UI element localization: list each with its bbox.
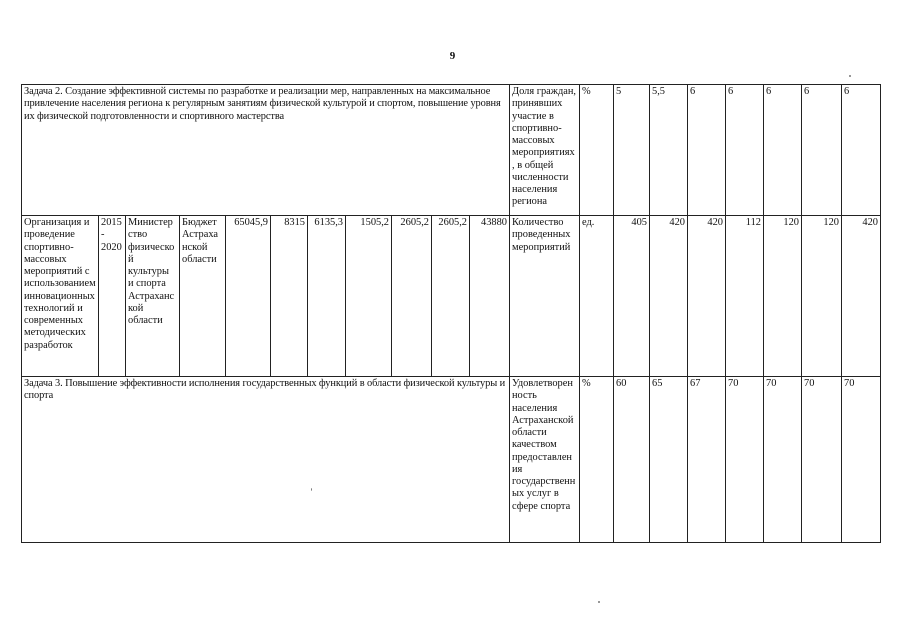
activity-source: Бюджет Астраханской области — [180, 216, 226, 377]
activity-value: 120 — [802, 216, 842, 377]
task2-value: 6 — [802, 85, 842, 216]
scan-speck — [598, 601, 600, 603]
task2-value: 6 — [764, 85, 802, 216]
task2-value: 5 — [614, 85, 650, 216]
task3-value: 67 — [688, 377, 726, 543]
task3-indicator: Удовлетворенность населения Астраханской области качеством предоставления государственных услуг в сфере спорта — [510, 377, 580, 543]
task3-value: 70 — [802, 377, 842, 543]
activity-value: 420 — [842, 216, 881, 377]
finance-value: 6135,3 — [308, 216, 346, 377]
task2-text: Задача 2. Создание эффективной системы по разработке и реализации мер, направленных на максимальное привлечение населения региона к регулярным занятиям физической культурой и спортом, повышение уровня их физической подготовленности и спортивного мастерства — [22, 85, 510, 216]
scan-speck — [849, 75, 851, 77]
task3-value: 70 — [842, 377, 881, 543]
task2-row — [22, 85, 881, 216]
activity-value: 405 — [614, 216, 650, 377]
task2-value: 6 — [842, 85, 881, 216]
activity-row — [22, 216, 881, 377]
finance-value: 1505,2 — [346, 216, 392, 377]
task3-row — [22, 377, 881, 543]
task3-value: 70 — [764, 377, 802, 543]
task2-indicator: Доля граждан, принявших участие в спортивно-массовых мероприятиях, в общей численности населения региона — [510, 85, 580, 216]
task3-value: 65 — [650, 377, 688, 543]
page-number: 9 — [449, 50, 456, 62]
activity-value: 420 — [688, 216, 726, 377]
activity-period: 2015 - 2020 — [99, 216, 126, 377]
task3-text: Задача 3. Повышение эффективности исполнения государственных функций в области физической культуры и спорта — [22, 377, 510, 543]
task2-value: 6 — [688, 85, 726, 216]
activity-value: 420 — [650, 216, 688, 377]
finance-value: 65045,9 — [226, 216, 271, 377]
task3-unit: % — [580, 377, 614, 543]
finance-value: 2605,2 — [432, 216, 470, 377]
task3-value: 70 — [726, 377, 764, 543]
activity-unit: ед. — [580, 216, 614, 377]
scan-speck — [311, 488, 312, 491]
activity-value: 120 — [764, 216, 802, 377]
indicators-table — [21, 84, 881, 543]
finance-value: 43880 — [470, 216, 510, 377]
activity-executor: Министерство физической культуры и спорта Астраханской области — [126, 216, 180, 377]
task2-unit: % — [580, 85, 614, 216]
task2-value: 6 — [726, 85, 764, 216]
task2-value: 5,5 — [650, 85, 688, 216]
activity-indicator: Количество проведенных мероприятий — [510, 216, 580, 377]
finance-value: 2605,2 — [392, 216, 432, 377]
activity-name: Организация и проведение спортивно-массовых мероприятий с использованием инновационных технологий и современных методических разработок — [22, 216, 99, 377]
activity-value: 112 — [726, 216, 764, 377]
finance-value: 8315 — [271, 216, 308, 377]
task3-value: 60 — [614, 377, 650, 543]
